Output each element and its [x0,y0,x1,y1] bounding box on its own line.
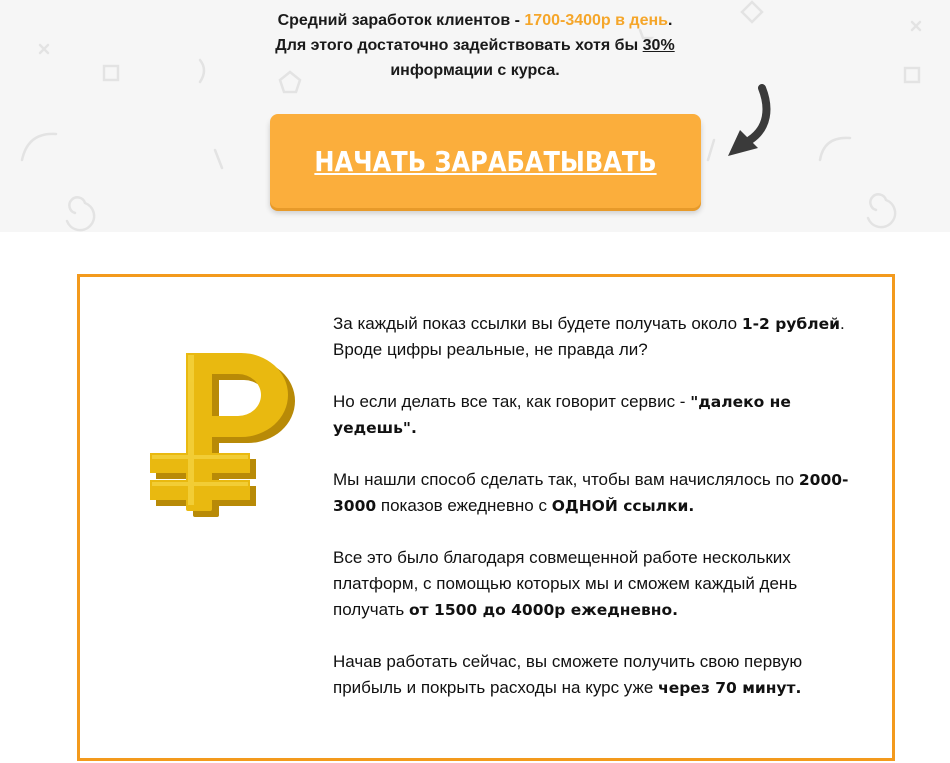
hero-section [0,0,950,232]
info-text [333,311,873,727]
headline-line3: информации с курса. [390,62,560,79]
paragraph-platforms: Все это было благодаря совмещенной работе нескольких платформ, с помощью которых мы и сможем каждый день получать от 1500 до 4000р ежедневно. [333,548,798,619]
percent-highlight: 30% [642,37,675,54]
start-earning-button-label: НАЧАТЬ ЗАРАБАТЫВАТЬ [314,144,657,178]
headline-line2: Для этого достаточно задействовать хотя бы 30% [275,37,675,54]
paragraph-earnings: За каждый показ ссылки вы будете получать около 1-2 рублей. Вроде цифры реальные, не правда ли? [333,314,845,359]
earnings-highlight: 1700-3400р в день [524,12,668,29]
ruble-icon [150,349,295,521]
curved-arrow-down-left-icon [724,84,774,160]
paragraph-views: Мы нашли способ сделать так, чтобы вам начислялось по 2000-3000 показов ежедневно с ОДНОЙ ссылки. [333,470,849,515]
paragraph-service: Но если делать все так, как говорит сервис - "далеко не уедешь". [333,392,791,437]
info-card [77,274,895,761]
headline [0,8,950,83]
start-earning-button[interactable] [270,114,701,208]
paragraph-profit: Начав работать сейчас, вы сможете получить свою первую прибыль и покрыть расходы на курс уже через 70 минут. [333,652,803,697]
headline-line1: Средний заработок клиентов - 1700-3400р в день. [277,12,673,29]
